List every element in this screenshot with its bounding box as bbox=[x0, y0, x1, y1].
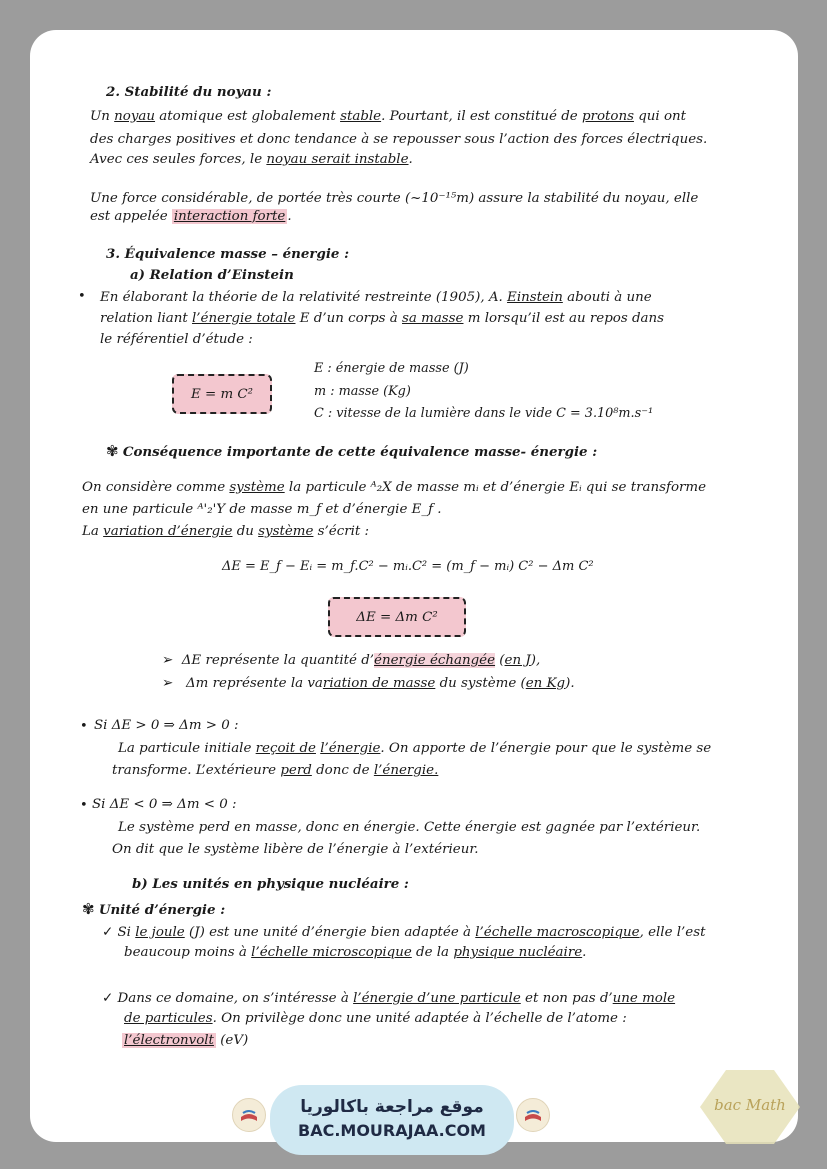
text-line: Le système perd en masse, donc en énergie. Cette énergie est gagnée par l’extérieur. bbox=[118, 820, 701, 835]
text-line: en une particule ᴬ'₂'Y de masse m_f et d’énergie E_f . bbox=[82, 502, 442, 517]
pinwheel-icon: ✾ bbox=[106, 442, 119, 460]
banner-arabic-text: موقع مراجعة باكالوريا bbox=[300, 1097, 484, 1117]
text-line: On considère comme système la particule ᴬ₂X de masse mᵢ et d’énergie Eᵢ qui se transforme bbox=[82, 480, 707, 495]
text-line: de particules. On privilège donc une unité adaptée à l’échelle de l’atome : bbox=[124, 1011, 627, 1026]
case-negative-title: Si ΔE < 0 ⇒ Δm < 0 : bbox=[92, 797, 237, 812]
subsection-b-title: b) Les unités en physique nucléaire : bbox=[132, 876, 409, 892]
text-line: transforme. L’extérieure perd donc de l’énergie. bbox=[112, 763, 439, 778]
consequence-heading: ✾ Conséquence importante de cette équivalence masse- énergie : bbox=[106, 442, 598, 460]
text-line: On dit que le système libère de l’énergie à l’extérieur. bbox=[112, 842, 479, 857]
legend-energy: E : énergie de masse (J) bbox=[314, 361, 469, 376]
pinwheel-icon: ✾ bbox=[82, 900, 95, 918]
text-line: est appelée interaction forte . bbox=[90, 209, 292, 224]
text-line: Avec ces seules forces, le noyau serait instable. bbox=[90, 152, 413, 167]
banner-site-link[interactable]: BAC.MOURAJAA.COM bbox=[298, 1121, 486, 1140]
section-2-title: 2. Stabilité du noyau : bbox=[106, 84, 272, 100]
check-icon: ✓ bbox=[102, 991, 114, 1006]
einstein-formula-box: E = m C² bbox=[172, 374, 272, 414]
legend-light-speed: C : vitesse de la lumière dans le vide C = 3.10⁸m.s⁻¹ bbox=[314, 406, 654, 421]
energy-variation-equation: ΔE = E_f − Eᵢ = m_f.C² − mᵢ.C² = (m_f − mᵢ) C² − Δm C² bbox=[222, 559, 594, 574]
subsection-a-title: a) Relation d’Einstein bbox=[130, 267, 294, 283]
text-line: Une force considérable, de portée très courte (~10⁻¹⁵m) assure la stabilité du noyau, elle bbox=[90, 191, 699, 206]
bullet-dot: • bbox=[80, 798, 88, 813]
text-line: En élaborant la théorie de la relativité restreinte (1905), A. Einstein abouti à une bbox=[100, 290, 652, 305]
bullet-dot: • bbox=[78, 289, 86, 304]
book-logo-icon bbox=[516, 1098, 550, 1132]
text-line: relation liant l’énergie totale E d’un corps à sa masse m lorsqu’il est au repos dans bbox=[100, 311, 665, 326]
arrow-item: ➢ Δm représente la variation de masse du système (en Kg). bbox=[162, 676, 575, 691]
check-icon: ✓ bbox=[102, 925, 114, 940]
book-logo-icon bbox=[232, 1098, 266, 1132]
bullet-dot: • bbox=[80, 719, 88, 734]
text-line: l’électronvolt (eV) bbox=[124, 1033, 249, 1048]
text-line: des charges positives et donc tendance à se repousser sous l’action des forces électriques. bbox=[90, 132, 708, 147]
text-line: Un noyau atomique est globalement stable. Pourtant, il est constitué de protons qui ont bbox=[90, 109, 687, 124]
site-banner[interactable] bbox=[270, 1085, 514, 1155]
unit-heading: ✾ Unité d’énergie : bbox=[82, 900, 226, 918]
case-positive-title: Si ΔE > 0 ⇒ Δm > 0 : bbox=[94, 718, 239, 733]
unit-item: ✓ Si le joule (J) est une unité d’énergie bien adaptée à l’échelle macroscopique, elle l’est bbox=[102, 925, 706, 940]
bac-math-watermark: bac Math bbox=[698, 1068, 802, 1146]
text-line: La variation d’énergie du système s’écrit : bbox=[82, 524, 370, 539]
unit-item: ✓ Dans ce domaine, on s’intéresse à l’énergie d’une particule et non pas d’une mole bbox=[102, 991, 676, 1006]
text-line: le référentiel d’étude : bbox=[100, 332, 253, 347]
arrow-right-icon: ➢ bbox=[162, 676, 174, 691]
arrow-item: ➢ ΔE représente la quantité d’énergie échangée (en J), bbox=[162, 653, 541, 668]
section-3-title: 3. Équivalence masse – énergie : bbox=[106, 246, 350, 262]
arrow-right-icon: ➢ bbox=[162, 653, 174, 668]
delta-formula-box: ΔE = Δm C² bbox=[328, 597, 466, 637]
text-line: La particule initiale reçoit de l’énergie. On apporte de l’énergie pour que le système se bbox=[118, 741, 712, 756]
legend-mass: m : masse (Kg) bbox=[314, 384, 411, 399]
document-page bbox=[30, 30, 798, 1142]
text-line: beaucoup moins à l’échelle microscopique de la physique nucléaire. bbox=[124, 945, 587, 960]
